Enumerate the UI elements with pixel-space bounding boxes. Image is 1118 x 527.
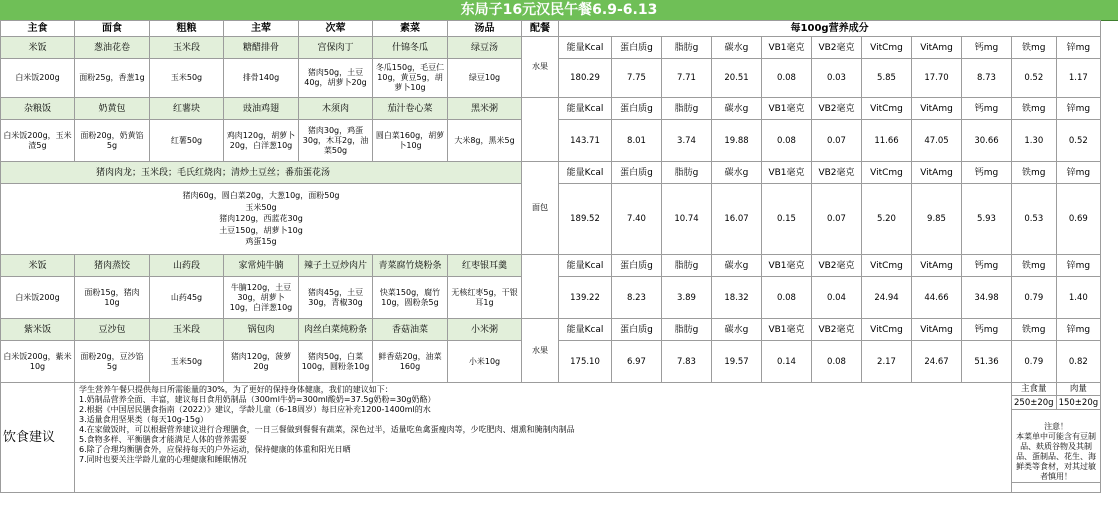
nutrient-value: 0.52 xyxy=(1012,59,1057,98)
dish-name: 玉米段 xyxy=(150,37,224,59)
nutrient-value: 11.66 xyxy=(862,120,912,162)
nutrient-value: 1.17 xyxy=(1056,59,1101,98)
dish-name: 紫米饭 xyxy=(1,319,75,341)
nutrient-label: VitAmg xyxy=(912,255,962,277)
nutrient-value: 10.74 xyxy=(662,184,712,255)
advice-line: 1.奶制品营养全面、丰富，建议每日食用奶制品（300ml牛奶=300ml酸奶=37.5g奶粉=30g奶酪） xyxy=(79,395,436,404)
nutrient-value: 0.52 xyxy=(1056,120,1101,162)
detail-line: 猪肉60g，圆白菜20g，大葱10g，面粉50g xyxy=(182,191,340,201)
dish-name: 山药段 xyxy=(150,255,224,277)
detail-line: 玉米50g xyxy=(245,202,277,212)
nutrient-value: 1.40 xyxy=(1056,277,1101,319)
nutrient-value: 44.66 xyxy=(912,277,962,319)
nutrient-value: 8.23 xyxy=(612,277,662,319)
nutrient-label: VitAmg xyxy=(912,37,962,59)
fruit-cell: 面包 xyxy=(522,162,559,255)
dish-detail: 排骨140g xyxy=(224,59,299,98)
nutrient-label: 蛋白质g xyxy=(612,37,662,59)
dish-name: 葱油花卷 xyxy=(75,37,150,59)
nutrient-label: 蛋白质g xyxy=(612,98,662,120)
nutrient-label: 锌mg xyxy=(1056,319,1101,341)
dish-detail: 面粉25g，香葱1g xyxy=(75,59,150,98)
header-veg: 素菜 xyxy=(373,21,448,37)
dish-name: 豆沙包 xyxy=(75,319,150,341)
nutrient-value: 8.73 xyxy=(962,59,1012,98)
dish-detail: 玉米50g xyxy=(150,341,224,383)
nutrient-value: 0.04 xyxy=(812,277,862,319)
nutrient-label: 铁mg xyxy=(1012,162,1057,184)
nutrient-value: 2.17 xyxy=(862,341,912,383)
nutrient-label: 钙mg xyxy=(962,319,1012,341)
nutrient-label: 脂肪g xyxy=(662,319,712,341)
nutrient-label: 钙mg xyxy=(962,37,1012,59)
nutrient-value: 9.85 xyxy=(912,184,962,255)
detail-line: 鸡蛋15g xyxy=(245,237,277,247)
dish-name: 肉丝白菜炖粉条 xyxy=(299,319,373,341)
nutrient-label: 锌mg xyxy=(1056,37,1101,59)
nutrient-value: 19.88 xyxy=(712,120,762,162)
nutrient-label: VB2毫克 xyxy=(812,255,862,277)
header-side-meat: 次荤 xyxy=(299,21,373,37)
nutrient-value: 3.74 xyxy=(662,120,712,162)
dish-detail: 猪肉45g，土豆30g，青椒30g xyxy=(299,277,373,319)
nutrient-label: 蛋白质g xyxy=(612,162,662,184)
nutrient-value: 3.89 xyxy=(662,277,712,319)
dish-detail: 猪肉50g，白菜100g，圆粉条10g xyxy=(299,341,373,383)
nutrient-label: 钙mg xyxy=(962,98,1012,120)
dish-name: 糖醋排骨 xyxy=(224,37,299,59)
nutrient-value: 175.10 xyxy=(559,341,612,383)
note-text: 本菜单中可能含有豆制品、麸质谷物及其制品、蛋制品、花生、海鲜类等食材，对其过敏者慎用！ xyxy=(1016,432,1097,481)
nutrient-label: VB1毫克 xyxy=(762,162,812,184)
nutrient-label: 铁mg xyxy=(1012,98,1057,120)
dish-name: 玉米段 xyxy=(150,319,224,341)
advice-row-1 xyxy=(1,383,1101,396)
nutrient-value: 0.03 xyxy=(812,59,862,98)
advice-line: 6.除了合理均衡膳食外，应保持每天的户外运动，保持健康的体重和阳光日晒 xyxy=(79,445,351,454)
day4-name-row xyxy=(1,255,1101,277)
advice-text xyxy=(75,383,1012,493)
nutrient-label: VB2毫克 xyxy=(812,98,862,120)
portion-label: 主食量 xyxy=(1012,383,1057,396)
nutrient-value: 180.29 xyxy=(559,59,612,98)
header-soup: 汤品 xyxy=(448,21,522,37)
dish-name: 绿豆汤 xyxy=(448,37,522,59)
dish-name: 香菇油菜 xyxy=(373,319,448,341)
nutrient-value: 0.08 xyxy=(762,59,812,98)
day1-name-row xyxy=(1,37,1101,59)
dish-detail: 无核红枣5g，干银耳1g xyxy=(448,277,522,319)
dish-name: 豉油鸡翅 xyxy=(224,98,299,120)
nutrient-value: 19.57 xyxy=(712,341,762,383)
nutrient-value: 18.32 xyxy=(712,277,762,319)
dish-detail: 猪肉30g，鸡蛋30g，木耳2g，油菜50g xyxy=(299,120,373,162)
header-nutrition: 每100g营养成分 xyxy=(559,21,1101,37)
portion-value: 250±20g xyxy=(1012,396,1057,410)
header-grain: 粗粮 xyxy=(150,21,224,37)
nutrient-label: 能量Kcal xyxy=(559,37,612,59)
nutrient-value: 5.85 xyxy=(862,59,912,98)
fruit-cell xyxy=(522,98,559,162)
nutrient-value: 17.70 xyxy=(912,59,962,98)
nutrient-label: VitAmg xyxy=(912,162,962,184)
nutrient-value: 0.79 xyxy=(1012,277,1057,319)
dish-detail: 白米饭200g，紫米10g xyxy=(1,341,75,383)
nutrient-value: 20.51 xyxy=(712,59,762,98)
nutrient-value: 24.67 xyxy=(912,341,962,383)
nutrient-value: 34.98 xyxy=(962,277,1012,319)
header-main: 主食 xyxy=(1,21,75,37)
dish-name: 奶黄包 xyxy=(75,98,150,120)
header-noodle: 面食 xyxy=(75,21,150,37)
day2-name-row xyxy=(1,98,1101,120)
nutrient-label: 碳水g xyxy=(712,255,762,277)
dish-name: 茄汁卷心菜 xyxy=(373,98,448,120)
nutrient-label: 铁mg xyxy=(1012,319,1057,341)
nutrient-label: VB2毫克 xyxy=(812,319,862,341)
nutrient-value: 0.08 xyxy=(762,120,812,162)
dish-detail: 白米饭200g xyxy=(1,59,75,98)
menu-table xyxy=(0,20,1101,493)
nutrient-label: 碳水g xyxy=(712,319,762,341)
dish-detail: 面粉20g，豆沙馅5g xyxy=(75,341,150,383)
dish-name: 什锦冬瓜 xyxy=(373,37,448,59)
nutrient-value: 0.15 xyxy=(762,184,812,255)
nutrient-value: 0.79 xyxy=(1012,341,1057,383)
dish-detail: 绿豆10g xyxy=(448,59,522,98)
detail-line: 土豆150g，胡萝卜10g xyxy=(219,225,303,235)
nutrient-label: VB2毫克 xyxy=(812,37,862,59)
nutrient-label: VitCmg xyxy=(862,37,912,59)
header-meat: 主荤 xyxy=(224,21,299,37)
nutrient-label: 能量Kcal xyxy=(559,98,612,120)
nutrient-label: 能量Kcal xyxy=(559,162,612,184)
portion-label: 肉量 xyxy=(1056,383,1101,396)
nutrient-label: VitAmg xyxy=(912,98,962,120)
nutrient-value: 0.14 xyxy=(762,341,812,383)
dish-detail: 山药45g xyxy=(150,277,224,319)
nutrient-value: 16.07 xyxy=(712,184,762,255)
dish-name: 木须肉 xyxy=(299,98,373,120)
dish-name: 米饭 xyxy=(1,37,75,59)
nutrient-label: 脂肪g xyxy=(662,98,712,120)
nutrient-label: VitAmg xyxy=(912,319,962,341)
nutrient-value: 24.94 xyxy=(862,277,912,319)
dish-detail: 红薯50g xyxy=(150,120,224,162)
nutrient-value: 0.07 xyxy=(812,184,862,255)
nutrient-label: VitCmg xyxy=(862,98,912,120)
nutrient-value: 139.22 xyxy=(559,277,612,319)
nutrient-value: 0.08 xyxy=(812,341,862,383)
nutrient-value: 0.07 xyxy=(812,120,862,162)
nutrient-value: 0.82 xyxy=(1056,341,1101,383)
nutrient-label: 碳水g xyxy=(712,37,762,59)
advice-line: 3.适量食用坚果类（每天10g-15g） xyxy=(79,415,209,424)
dish-detail: 小米10g xyxy=(448,341,522,383)
dish-detail: 猪肉50g，土豆40g，胡萝卜20g xyxy=(299,59,373,98)
dish-name-merged: 猪肉肉龙；玉米段；毛氏红烧肉；清炒土豆丝；番茄蛋花汤 xyxy=(1,162,522,184)
nutrient-value: 7.71 xyxy=(662,59,712,98)
dish-detail: 白米饭200g，玉米渣5g xyxy=(1,120,75,162)
dish-name: 辣子土豆炒肉片 xyxy=(299,255,373,277)
nutrient-label: VB1毫克 xyxy=(762,98,812,120)
nutrient-value: 5.93 xyxy=(962,184,1012,255)
dish-name: 米饭 xyxy=(1,255,75,277)
nutrient-label: 碳水g xyxy=(712,162,762,184)
dish-detail: 大米8g，黑米5g xyxy=(448,120,522,162)
dish-detail: 快菜150g，腐竹10g，圆粉条5g xyxy=(373,277,448,319)
dish-name: 宫保肉丁 xyxy=(299,37,373,59)
nutrient-label: VitCmg xyxy=(862,255,912,277)
allergy-note xyxy=(1012,410,1101,483)
nutrient-value: 0.08 xyxy=(762,277,812,319)
nutrient-value: 189.52 xyxy=(559,184,612,255)
dish-detail: 鲜香菇20g，油菜160g xyxy=(373,341,448,383)
fruit-cell xyxy=(522,255,559,319)
nutrient-value: 0.53 xyxy=(1012,184,1057,255)
day3-name-row xyxy=(1,162,1101,184)
dish-detail: 冬瓜150g，毛豆仁10g，黄豆5g，胡萝卜10g xyxy=(373,59,448,98)
dish-detail: 玉米50g xyxy=(150,59,224,98)
nutrient-value: 5.20 xyxy=(862,184,912,255)
nutrient-value: 47.05 xyxy=(912,120,962,162)
dish-name: 小米粥 xyxy=(448,319,522,341)
nutrient-value: 51.36 xyxy=(962,341,1012,383)
nutrient-value: 8.01 xyxy=(612,120,662,162)
dish-name: 猪肉蒸饺 xyxy=(75,255,150,277)
nutrient-label: 钙mg xyxy=(962,162,1012,184)
nutrient-value: 6.97 xyxy=(612,341,662,383)
nutrient-label: 能量Kcal xyxy=(559,319,612,341)
dish-detail: 面粉20g，奶黄馅5g xyxy=(75,120,150,162)
nutrient-label: 碳水g xyxy=(712,98,762,120)
advice-line: 5.食物多样、平衡膳食才能满足人体的营养需要 xyxy=(79,435,247,444)
nutrient-label: VB2毫克 xyxy=(812,162,862,184)
fruit-cell: 水果 xyxy=(522,319,559,383)
dish-detail: 牛腩120g，土豆30g，胡萝卜10g，白洋葱10g xyxy=(224,277,299,319)
nutrient-value: 7.75 xyxy=(612,59,662,98)
portion-value: 150±20g xyxy=(1056,396,1101,410)
nutrient-label: 蛋白质g xyxy=(612,255,662,277)
dish-detail: 鸡肉120g，胡萝卜20g，白洋葱10g xyxy=(224,120,299,162)
advice-line: 4.在家做饭时，可以根据营养建议进行合理膳食，一日三餐做到餐餐有蔬菜，深色过半，适量吃鱼禽蛋瘦肉等，少吃肥肉、烟熏和腌制肉制品 xyxy=(79,425,575,434)
dish-name: 杂粮饭 xyxy=(1,98,75,120)
dish-detail: 圆白菜160g，胡萝卜10g xyxy=(373,120,448,162)
dish-name: 红薯块 xyxy=(150,98,224,120)
nutrient-label: 蛋白质g xyxy=(612,319,662,341)
nutrient-label: 钙mg xyxy=(962,255,1012,277)
nutrient-label: VB1毫克 xyxy=(762,37,812,59)
dish-detail-merged xyxy=(1,184,522,255)
menu-title: 东局子16元汉民午餐6.9-6.13 xyxy=(0,0,1118,21)
advice-line: 学生营养午餐只提供每日所需能量的30%，为了更好的保持身体健康，我们的建议如下： xyxy=(79,385,393,394)
nutrient-value: 0.69 xyxy=(1056,184,1101,255)
dish-detail: 猪肉120g，菠萝20g xyxy=(224,341,299,383)
nutrient-label: 脂肪g xyxy=(662,255,712,277)
nutrient-value: 143.71 xyxy=(559,120,612,162)
advice-line: 2.根据《中国居民膳食指南（2022）》建议，学龄儿童（6-18周岁）每日应补充1200-1400ml的水 xyxy=(79,405,431,414)
nutrient-value: 7.83 xyxy=(662,341,712,383)
dish-name: 黑米粥 xyxy=(448,98,522,120)
nutrient-label: 铁mg xyxy=(1012,255,1057,277)
nutrient-label: VitCmg xyxy=(862,162,912,184)
nutrient-label: 锌mg xyxy=(1056,255,1101,277)
nutrient-label: 锌mg xyxy=(1056,162,1101,184)
nutrient-label: VB1毫克 xyxy=(762,319,812,341)
nutrient-label: 脂肪g xyxy=(662,37,712,59)
nutrient-label: VitCmg xyxy=(862,319,912,341)
nutrient-value: 1.30 xyxy=(1012,120,1057,162)
dish-name: 锅包肉 xyxy=(224,319,299,341)
fruit-cell: 水果 xyxy=(522,37,559,98)
nutrient-label: 锌mg xyxy=(1056,98,1101,120)
dish-name: 家常炖牛腩 xyxy=(224,255,299,277)
empty-cell xyxy=(1012,483,1101,493)
dish-name: 青菜腐竹烧粉条 xyxy=(373,255,448,277)
dish-name: 红枣银耳羹 xyxy=(448,255,522,277)
day5-name-row xyxy=(1,319,1101,341)
header-fruit: 配餐 xyxy=(522,21,559,37)
dish-detail: 白米饭200g xyxy=(1,277,75,319)
nutrient-label: 能量Kcal xyxy=(559,255,612,277)
nutrient-value: 30.66 xyxy=(962,120,1012,162)
nutrient-label: 铁mg xyxy=(1012,37,1057,59)
advice-line: 7.同时也要关注学龄儿童的心理健康和睡眠情况 xyxy=(79,455,247,464)
nutrient-label: VB1毫克 xyxy=(762,255,812,277)
nutrient-label: 脂肪g xyxy=(662,162,712,184)
advice-label: 饮食建议 xyxy=(1,383,75,493)
note-title: 注意！ xyxy=(1044,422,1069,431)
detail-line: 猪肉120g，西蓝花30g xyxy=(219,214,303,224)
header-row xyxy=(1,21,1101,37)
dish-detail: 面粉15g，猪肉10g xyxy=(75,277,150,319)
nutrient-value: 7.40 xyxy=(612,184,662,255)
